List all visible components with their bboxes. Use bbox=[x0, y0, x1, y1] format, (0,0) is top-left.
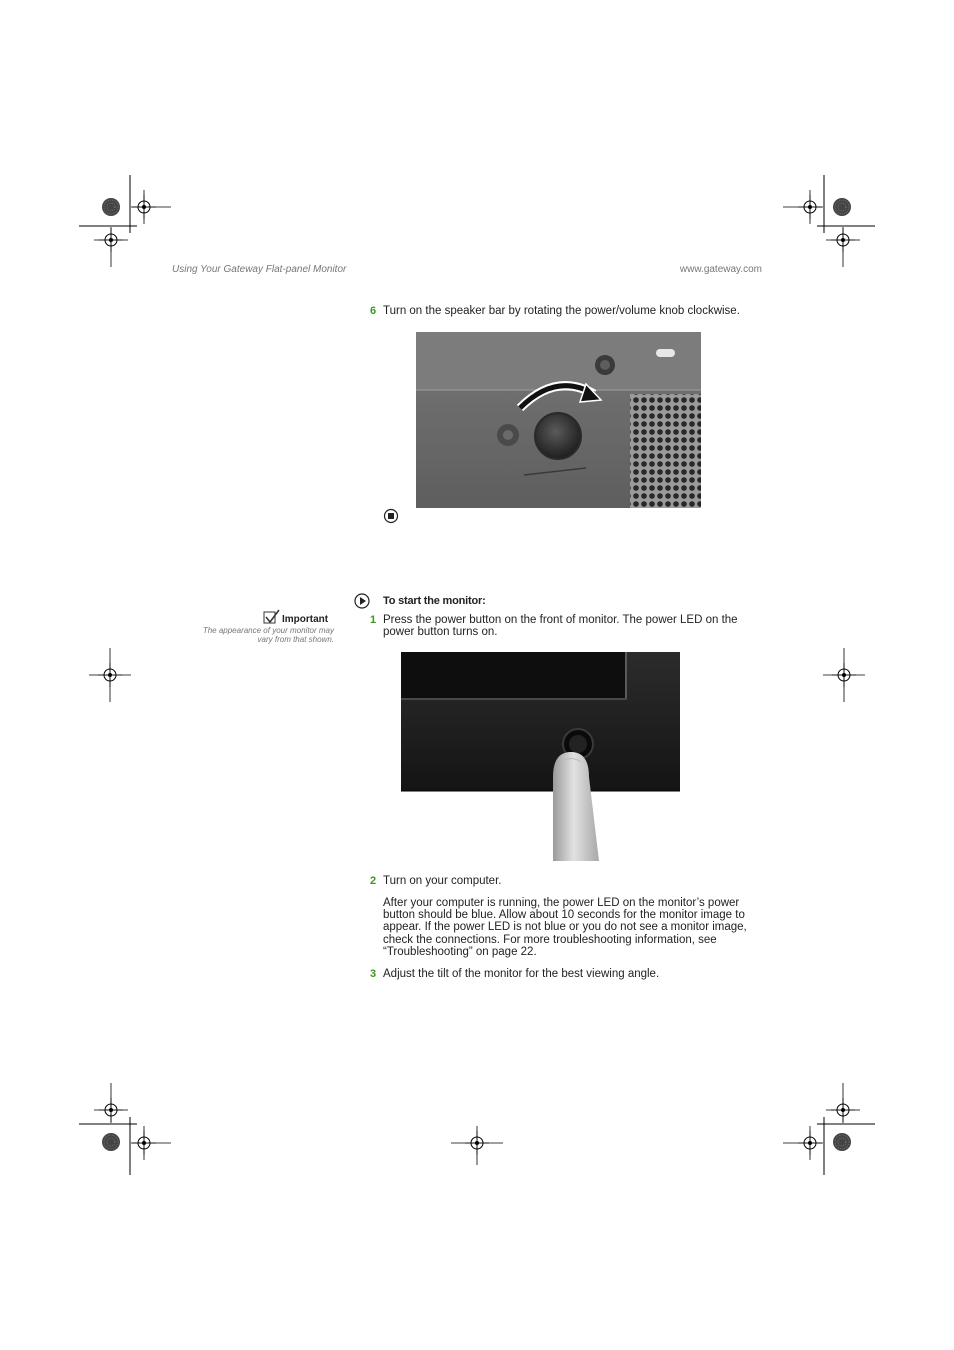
important-text-line2: vary from that shown. bbox=[257, 635, 334, 644]
important-title: Important bbox=[282, 614, 329, 625]
procedure-title: To start the monitor: bbox=[383, 595, 486, 607]
checkmark-icon bbox=[262, 609, 280, 625]
step-paragraph-line: button should be blue. Allow about 10 seconds for the monitor image to bbox=[383, 909, 745, 921]
speaker-knob-photo bbox=[416, 332, 701, 508]
step-paragraph-line: “Troubleshooting” on page 22. bbox=[383, 946, 537, 958]
running-header-title: Using Your Gateway Flat-panel Monitor bbox=[172, 264, 347, 275]
step-text: Turn on the speaker bar by rotating the power/volume knob clockwise. bbox=[383, 305, 740, 317]
step-number: 1 bbox=[370, 614, 377, 626]
important-text-line1: The appearance of your monitor may bbox=[202, 626, 334, 635]
step-text: Adjust the tilt of the monitor for the best viewing angle. bbox=[383, 968, 660, 980]
step-paragraph-line: check the connections. For more troubleshooting information, see bbox=[383, 934, 717, 946]
step-paragraph-line: After your computer is running, the power LED on the monitor’s power bbox=[383, 897, 740, 909]
step-number: 2 bbox=[370, 875, 377, 887]
procedure-arrow-icon bbox=[353, 592, 371, 610]
step-text-line1: Press the power button on the front of monitor. The power LED on the bbox=[383, 614, 738, 626]
end-of-procedure-icon bbox=[383, 508, 399, 524]
power-button-photo bbox=[401, 652, 680, 861]
running-header-url: www.gateway.com bbox=[679, 264, 762, 275]
step-number: 3 bbox=[370, 968, 377, 980]
step-text: Turn on your computer. bbox=[383, 875, 502, 887]
step-paragraph-line: appear. If the power LED is not blue or you do not see a monitor image, bbox=[383, 921, 747, 933]
step-number: 6 bbox=[370, 305, 377, 317]
step-text-line2: power button turns on. bbox=[383, 626, 498, 638]
